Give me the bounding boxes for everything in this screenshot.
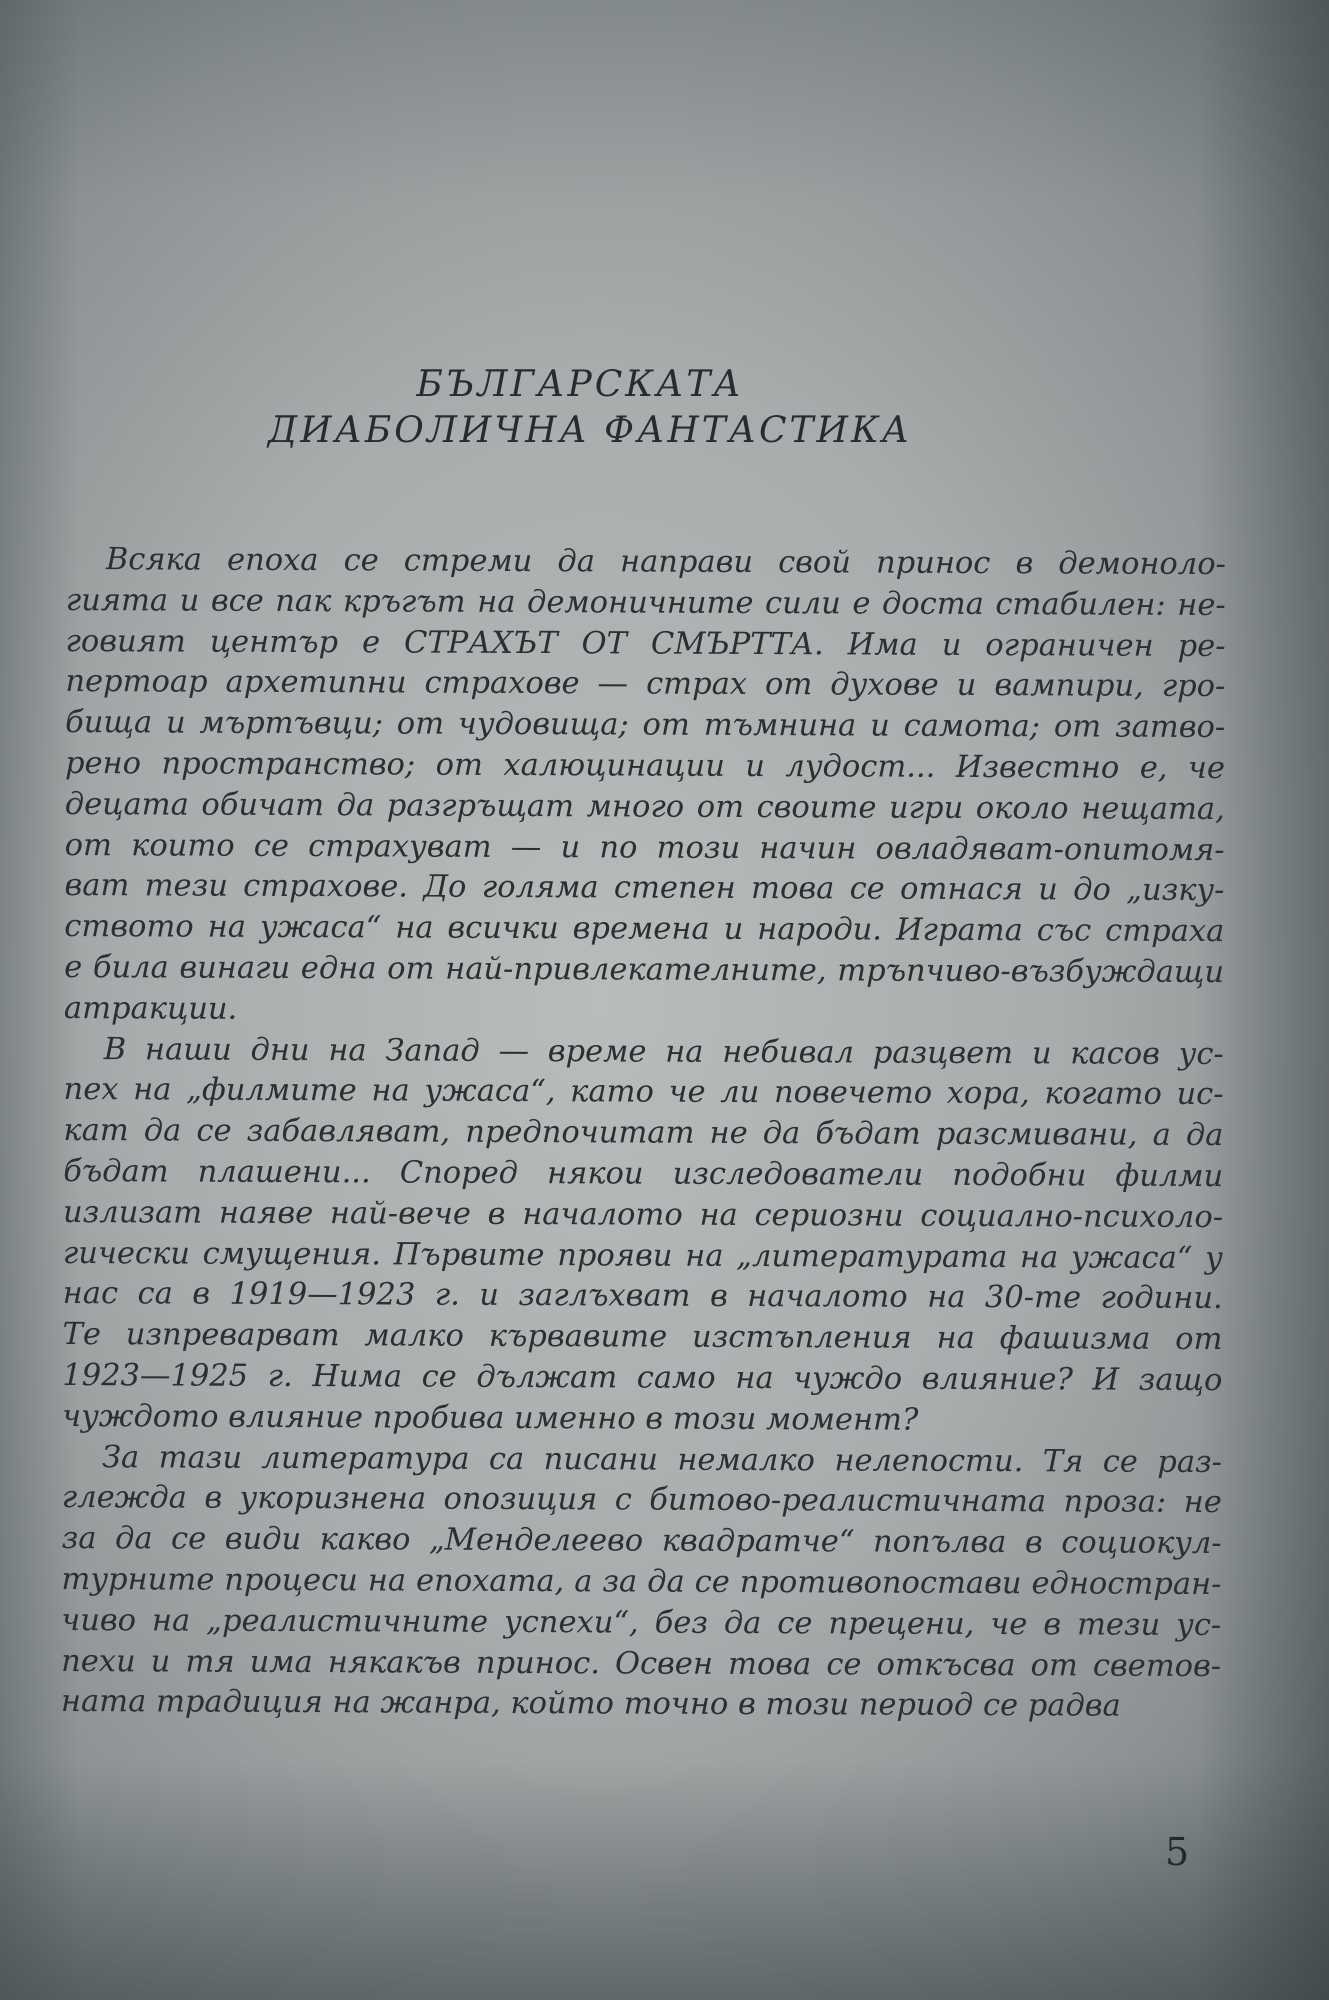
text-line: рено пространство; от халюцинации и лудост... Известно е, че [64, 745, 1226, 787]
text-line: децата обичат да разгръщат много от своите игри около нещата, [64, 786, 1225, 827]
paragraph-1 [64, 540, 1226, 1035]
text-line: За тази литература са писани немалко нелепости. Тя се раз- [101, 1439, 1223, 1480]
body-text [61, 540, 1226, 1728]
text-line: В наши дни на Запад — време на небивал разцвет и касов ус- [103, 1031, 1224, 1072]
text-line: атракции. [63, 990, 238, 1027]
page-number: 5 [1165, 1830, 1190, 1874]
text-line: кат да се забавляват, предпочитат не да бъдат разсмивани, а да [63, 1113, 1224, 1154]
text-line: ството на ужаса“ на всички времена и народи. Играта със страха [64, 909, 1225, 950]
text-line: пехи и тя има някакъв принос. Освен това се откъсва от светов- [61, 1643, 1222, 1684]
text-line: пертоар архетипни страхове — страх от духове и вампири, гро- [65, 664, 1226, 705]
chapter-title-line-2: ДИАБОЛИЧНА ФАНТАСТИКА [267, 410, 913, 451]
text-line: глежда в укоризнена опозиция с битово-реалистичната проза: не [61, 1480, 1222, 1521]
text-line: е била винаги една от най-привлекателните, тръпчиво-възбуждащи [64, 949, 1225, 991]
text-line: ват тези страхове. До голяма степен това се отнася и до „изку- [64, 868, 1225, 909]
text-line: пех на „филмите на ужаса“, като че ли повечето хора, когато ис- [63, 1072, 1224, 1113]
text-line: чиво на „реалистичните успехи“, без да се прецени, че в тези ус- [61, 1602, 1222, 1643]
text-line: бъдат плашени... Според някои изследователи подобни филми [63, 1153, 1224, 1195]
text-line: чуждото влияние пробива именно в този момент? [62, 1398, 919, 1438]
text-line: ната традиция на жанра, който точно в този период се радва [60, 1684, 1121, 1724]
paragraph-2 [62, 1030, 1224, 1443]
paragraph-3 [61, 1438, 1222, 1729]
text-line: говият център е СТРАХЪТ ОТ СМЪРТТА. Има и ограничен ре- [65, 623, 1226, 664]
text-line: нас са в 1919—1923 г. и заглъхват в началото на 30-те години. [62, 1276, 1223, 1317]
text-line: гически смущения. Първите прояви на „литературата на ужаса“ у [62, 1235, 1223, 1276]
text-line: 1923—1925 г. Нима се дължат само на чуждо влияние? И защо [62, 1357, 1223, 1398]
text-line: турните процеси на епохата, а за да се противопостави едностран- [61, 1561, 1222, 1602]
text-line: Те изпреварват малко кървавите изстъпления на фашизма от [62, 1317, 1223, 1358]
text-line: Всяка епоха се стреми да направи свой принос в демоноло- [105, 542, 1226, 583]
text-line: за да се види какво „Менделеево квадратче“ попълва в социокул- [61, 1521, 1222, 1562]
chapter-title-line-1: БЪЛГАРСКАТА [416, 364, 744, 405]
text-line: бища и мъртъвци; от чудовища; от тъмнина и самота; от затво- [65, 705, 1226, 746]
text-line: от които се страхуват — и по този начин овладяват-опитомя- [64, 827, 1225, 868]
text-line: излизат наяве най-вече в началото на сериозни социално-психоло- [62, 1194, 1224, 1235]
text-line: гията и все пак кръгът на демоничните сили е доста стабилен: не- [65, 582, 1226, 623]
